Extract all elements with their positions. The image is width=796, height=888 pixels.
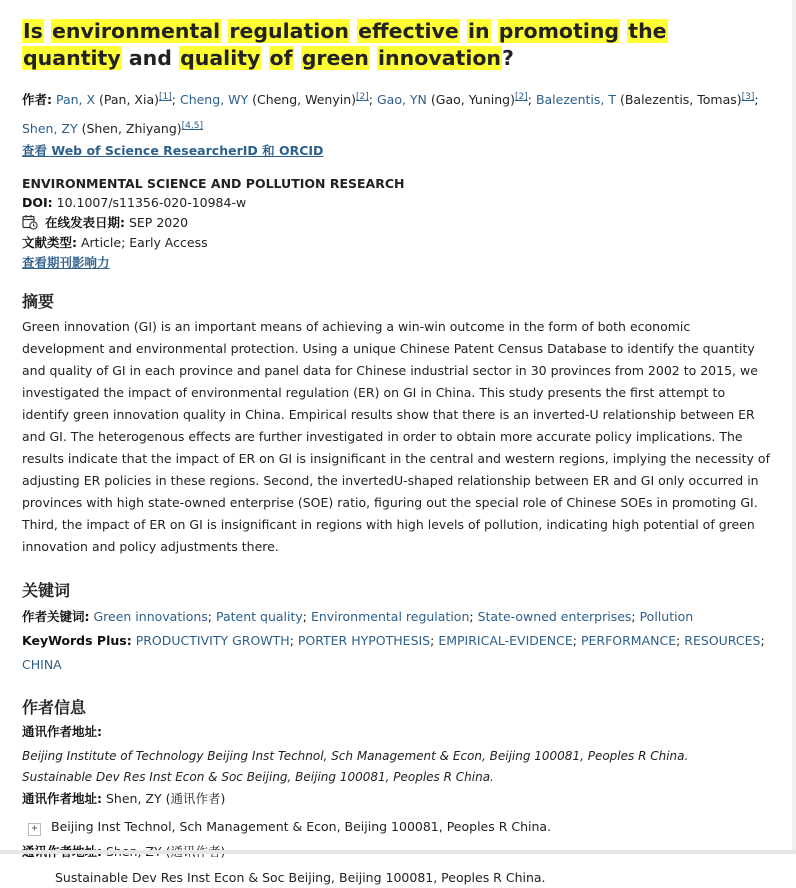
corr-author-name: Shen, ZY (通讯作者) xyxy=(105,791,226,807)
title-word: and xyxy=(128,46,172,70)
title-word: quantity xyxy=(23,46,121,70)
doi-row xyxy=(22,193,772,213)
researcher-id-link[interactable]: 查看 Web of Science ResearcherID 和 ORCID xyxy=(22,143,324,159)
author-keywords-row xyxy=(22,605,772,629)
title-word: the xyxy=(628,19,667,43)
corr-author-address-2 xyxy=(22,868,772,888)
corr-author-label: 通讯作者地址: xyxy=(22,791,102,807)
doc-type-value: Article; Early Access xyxy=(80,235,208,251)
author-full-name: (Shen, Zhiyang) xyxy=(81,121,182,137)
doc-type-row xyxy=(22,233,772,253)
author-separator: ; xyxy=(171,92,176,108)
doc-type-label: 文献类型: xyxy=(22,235,77,251)
abstract-heading: 摘要 xyxy=(22,292,55,312)
affiliation-ref[interactable]: [2] xyxy=(356,92,369,102)
keywords-plus-list: PRODUCTIVITY GROWTH; PORTER HYPOTHESIS; EMPIRICAL-EVIDENCE; PERFORMANCE; RESOURCES; CHINA xyxy=(22,633,765,673)
author-keyword-link[interactable]: Patent quality xyxy=(215,609,303,625)
affiliation-ref[interactable]: [4,5] xyxy=(181,121,203,132)
corr-author-address-text: Beijing Inst Technol, Sch Management & Econ, Beijing 100081, Peoples R China. xyxy=(51,819,552,835)
corr-address-item: Beijing Institute of Technology Beijing Inst Technol, Sch Management & Econ, Beijing 100081, Peoples R China. xyxy=(22,749,689,764)
author-full-name: (Balezentis, Tomas) xyxy=(619,92,742,108)
affiliation-ref[interactable]: [3] xyxy=(741,92,755,102)
title-word: quality xyxy=(180,46,261,70)
calendar-clock-icon xyxy=(22,214,38,230)
corr-address-list xyxy=(22,746,772,787)
title-word: of xyxy=(269,46,293,70)
online-date-label: 在线发表日期: xyxy=(44,215,125,231)
keywords-plus-link[interactable]: EMPIRICAL-EVIDENCE xyxy=(438,633,573,649)
doi-value: 10.1007/s11356-020-10984-w xyxy=(56,195,247,211)
corr-author-row-1 xyxy=(22,789,772,809)
keywords-plus-link[interactable]: PRODUCTIVITY GROWTH xyxy=(135,633,290,649)
corr-address-item: Sustainable Dev Res Inst Econ & Soc Beijing, Beijing 100081, Peoples R China. xyxy=(22,769,494,784)
keywords-heading: 关键词 xyxy=(22,581,71,601)
author-full-name: (Cheng, Wenyin) xyxy=(252,92,357,108)
author-full-name: (Pan, Xia) xyxy=(99,92,160,108)
title-word: in xyxy=(467,19,490,43)
keywords-plus-link[interactable]: RESOURCES xyxy=(684,633,761,649)
abstract-text: Green innovation (GI) is an important means of achieving a win-win outcome in the form of both economic development and environmental protection. Using a unique Chinese Patent Census Database to identify the quantity and quality of GI in each province and panel data for Chinese industrial sector in 30 provinces from 2002 to 2015, we investigated the impact of environmental regulation (ER) on GI in China. This study presents the first attempt to identify green innovation quality in China. Empirical results show that there is an inverted-U relationship between ER and GI. The heterogenous effects are further investigated in order to obtain more accurate policy implications. The results indicate that the impact of ER on GI is insignificant in the central and western regions, implying the necessity of adjusting ER policies in these regions. Second, the invertedU-shaped relationship between ER and GI only occurred in provinces with high state-owned enterprise (SOE) ratio, figuring out the special role of Chinese SOEs in promoting GI. Third, the impact of ER on GI is insignificant in regions with high levels of pollution, indicating high potential of green innovation and policy adjustments there. xyxy=(22,319,770,555)
title-word: ? xyxy=(502,46,514,70)
author-link[interactable]: Balezentis, T xyxy=(535,92,616,108)
corr-address-label: 通讯作者地址: xyxy=(22,724,102,740)
author-link[interactable]: Shen, ZY xyxy=(22,121,78,137)
doi-label: DOI: xyxy=(22,195,53,211)
record-page xyxy=(22,18,772,888)
author-keyword-link[interactable]: Green innovations xyxy=(93,609,208,625)
title-word: promoting xyxy=(498,19,620,43)
author-link[interactable]: Cheng, WY xyxy=(179,92,249,108)
title-word: Is xyxy=(23,19,43,43)
author-keyword-link[interactable]: Environmental regulation xyxy=(310,609,470,625)
author-separator: ; xyxy=(754,92,759,108)
corr-author-address-1 xyxy=(22,817,772,837)
author-keywords-list: Green innovations; Patent quality; Environmental regulation; State-owned enterprises; Pollution xyxy=(93,609,694,625)
online-date-row xyxy=(22,213,772,233)
author-link[interactable]: Gao, YN xyxy=(376,92,427,108)
author-keyword-link[interactable]: State-owned enterprises xyxy=(477,609,632,625)
corr-author-address-text: Sustainable Dev Res Inst Econ & Soc Beijing, Beijing 100081, Peoples R China. xyxy=(55,870,546,886)
affiliation-ref[interactable]: [1] xyxy=(159,92,172,102)
affiliation-ref[interactable]: [2] xyxy=(514,92,528,102)
article-title xyxy=(22,18,772,72)
keywords-plus-label: KeyWords Plus: xyxy=(22,633,132,649)
author-separator: ; xyxy=(368,92,373,108)
title-word: regulation xyxy=(229,19,349,43)
keywords-plus-link[interactable]: CHINA xyxy=(22,657,62,673)
keywords-plus-row xyxy=(22,629,772,677)
title-word: green xyxy=(301,46,369,70)
author-separator: ; xyxy=(527,92,532,108)
title-word: innovation xyxy=(378,46,502,70)
title-word: environmental xyxy=(51,19,221,43)
plus-square-icon[interactable]: + xyxy=(28,823,41,836)
keywords-plus-link[interactable]: PERFORMANCE xyxy=(580,633,677,649)
authors-label: 作者: xyxy=(22,92,52,108)
author-full-name: (Gao, Yuning) xyxy=(430,92,515,108)
journal-impact-link[interactable]: 查看期刊影响力 xyxy=(22,255,110,271)
keywords-plus-link[interactable]: PORTER HYPOTHESIS xyxy=(297,633,431,649)
author-info-heading: 作者信息 xyxy=(22,698,87,718)
journal-name: ENVIRONMENTAL SCIENCE AND POLLUTION RESEARCH xyxy=(22,176,405,192)
title-word: effective xyxy=(358,19,459,43)
online-date-value: SEP 2020 xyxy=(128,215,189,231)
author-keyword-link[interactable]: Pollution xyxy=(639,609,694,625)
authors-line xyxy=(22,84,772,142)
vertical-scrollbar[interactable] xyxy=(792,0,796,854)
author-link[interactable]: Pan, X xyxy=(55,92,96,108)
author-keywords-label: 作者关键词: xyxy=(22,609,90,625)
authors-list xyxy=(22,92,759,136)
horizontal-scrollbar[interactable] xyxy=(0,850,796,854)
